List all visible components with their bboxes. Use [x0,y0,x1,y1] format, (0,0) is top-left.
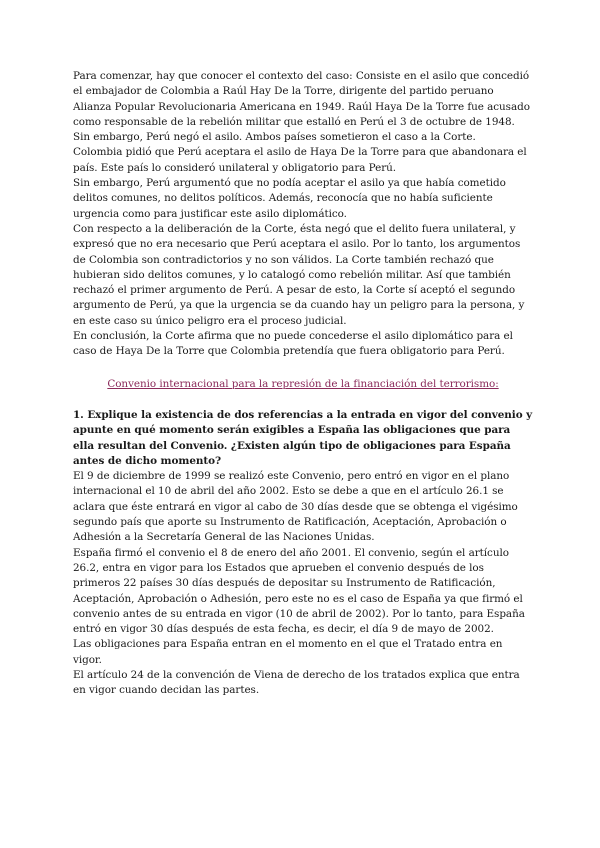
intro-paragraph: Sin embargo, Perú negó el asilo. Ambos países sometieron el caso a la Corte. [73,131,476,144]
intro-paragraph: Para comenzar, hay que conocer el contexto del caso: Consiste en el asilo que concedió el embajador de Colombia a Raúl Hay De la Torre, dirigente del partido peruano Alianza Popular Revolucionaria Americana en 1949. Raúl Haya De la Torre fue acusado como responsable de la rebelión militar que estalló en Perú el 3 de octubre de 1948. [73,70,530,128]
document-body [73,69,533,699]
answer-paragraph: El artículo 24 de la convención de Viena de derecho de los tratados explica que entra en vigor cuando decidan las partes. [73,668,520,697]
intro-paragraph: Con respecto a la deliberación de la Corte, ésta negó que el delito fuera unilateral, y expresó que no era necesario que Perú aceptara el asilo. Por lo tanto, los argumentos de Colombia son contradictorios y no son válidos. La Corte también rechazó que hubieran sido delitos comunes, y lo catalogó como rebelión militar. Así que también rechazó el primer argumento de Perú. A pesar de esto, la Corte sí aceptó el segundo argumento de Perú, ya que la urgencia se da cuando hay un peligro para la persona, y en este caso su único peligro era el proceso judicial. [73,222,525,327]
intro-paragraph: En conclusión, la Corte afirma que no puede concederse el asilo diplomático para el caso de Haya De la Torre que Colombia pretendía que fuera obligatorio para Perú. [73,330,513,358]
section-title: Convenio internacional para la represión de la financiación del terrorismo: [107,377,499,390]
answer-paragraph: España firmó el convenio el 8 de enero del año 2001. El convenio, según el artículo 26.2, entra en vigor para los Estados que aprueben el convenio después de los primeros 22 países 30 días después de depositar su Instrumento de Ratificación, Aceptación, Aprobación o Adhesión, pero este no es el caso de España ya que firmó el convenio antes de su entrada en vigor (10 de abril de 2002). Por lo tanto, para España entró en vigor 30 días después de esta fecha, es decir, el día 9 de mayo de 2002. [73,546,525,636]
answer-paragraph: El 9 de diciembre de 1999 se realizó este Convenio, pero entró en vigor en el plano internacional el 10 de abril del año 2002. Esto se debe a que en el artículo 26.1 se aclara que éste entrará en vigor al cabo de 30 días desde que se obtenga el vigésimo segundo país que aporte su Instrumento de Ratificación, Aceptación, Aprobación o Adhesión a la Secretaría General de las Naciones Unidas. [73,470,518,544]
answer-paragraph: Las obligaciones para España entran en el momento en el que el Tratado entra en vigor. [73,638,503,666]
intro-paragraph: Sin embargo, Perú argumentó que no podía aceptar el asilo ya que había cometido delitos comunes, no delitos políticos. Además, reconocía que no había suficiente urgencia como para justificar este asilo diplomático. [73,177,506,220]
question-heading: 1. Explique la existencia de dos referencias a la entrada en vigor del convenio y apunte en qué momento serán exigibles a España las obligaciones que para ella resultan del Convenio. ¿Existen algún tipo de obligaciones para España antes de dicho momento? [73,408,533,467]
intro-paragraph: Colombia pidió que Perú aceptara el asilo de Haya De la Torre para que abandonara el país. Este país lo consideró unilateral y obligatorio para Perú. [73,146,527,174]
